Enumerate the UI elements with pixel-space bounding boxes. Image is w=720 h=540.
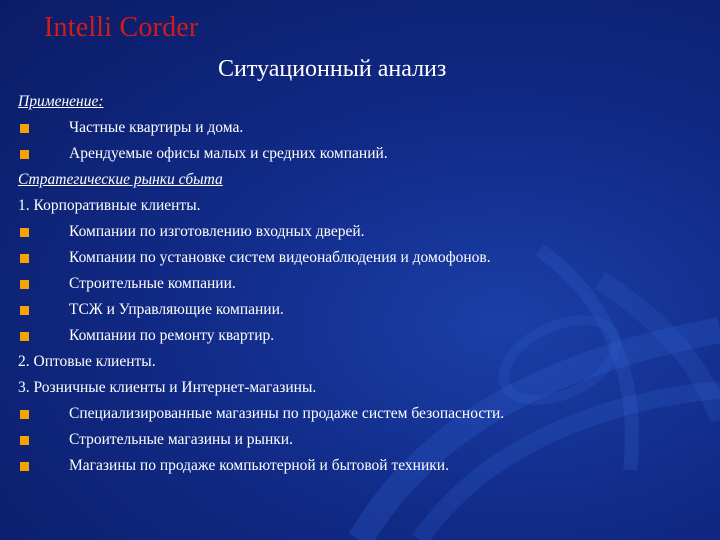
numbered-item: 2. Оптовые клиенты. <box>18 353 156 370</box>
list-item <box>18 118 708 144</box>
square-bullet-icon <box>20 306 29 315</box>
section-heading: Стратегические рынки сбыта <box>18 171 223 188</box>
section-heading: Применение: <box>18 93 104 110</box>
page-title: Ситуационный анализ <box>218 56 447 82</box>
square-bullet-icon <box>20 436 29 445</box>
list-item <box>18 430 708 456</box>
numbered-item: 1. Корпоративные клиенты. <box>18 197 201 214</box>
square-bullet-icon <box>20 332 29 341</box>
list-item <box>18 274 708 300</box>
square-bullet-icon <box>20 462 29 471</box>
list-item-text: Специализированные магазины по продаже систем безопасности. <box>69 405 505 422</box>
list-item-text: Магазины по продаже компьютерной и бытовой техники. <box>69 457 449 474</box>
list-item-text: Компании по изготовлению входных дверей. <box>69 223 365 240</box>
square-bullet-icon <box>20 254 29 263</box>
list-item-text: Строительные компании. <box>69 275 236 292</box>
list-item <box>18 456 708 482</box>
list-item <box>18 326 708 352</box>
list-item <box>18 300 708 326</box>
list-item-text: Строительные магазины и рынки. <box>69 431 293 448</box>
square-bullet-icon <box>20 280 29 289</box>
brand-title: Intelli Corder <box>44 12 199 43</box>
list-item-text: Компании по ремонту квартир. <box>69 327 275 344</box>
list-item <box>18 222 708 248</box>
numbered-item: 3. Розничные клиенты и Интернет-магазины. <box>18 379 317 396</box>
list-item-text: ТСЖ и Управляющие компании. <box>69 301 284 318</box>
square-bullet-icon <box>20 124 29 133</box>
list-item <box>18 404 708 430</box>
square-bullet-icon <box>20 150 29 159</box>
content-list <box>18 92 708 482</box>
list-item <box>18 144 708 170</box>
square-bullet-icon <box>20 410 29 419</box>
square-bullet-icon <box>20 228 29 237</box>
list-item <box>18 248 708 274</box>
list-item-text: Компании по установке систем видеонаблюдения и домофонов. <box>69 249 491 266</box>
list-item-text: Частные квартиры и дома. <box>69 119 244 136</box>
list-item-text: Арендуемые офисы малых и средних компаний. <box>69 145 388 162</box>
